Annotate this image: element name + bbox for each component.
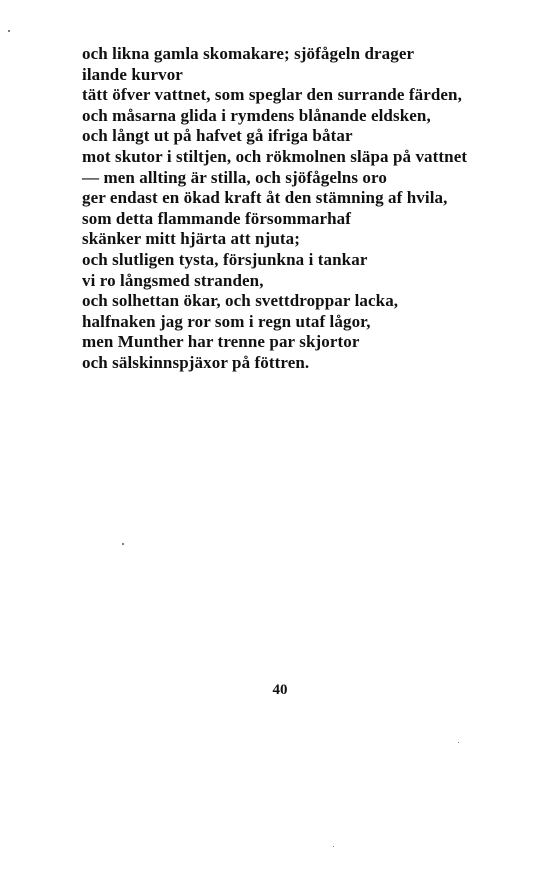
poem-line: mot skutor i stiltjen, och rökmolnen släpa på vattnet xyxy=(82,146,468,166)
poem-line: och slutligen tysta, försjunkna i tankar xyxy=(82,249,368,269)
poem-line: halfnaken jag ror som i regn utaf lågor, xyxy=(82,311,371,331)
poem-line: och likna gamla skomakare; sjöfågeln drager xyxy=(82,44,415,63)
scan-speck xyxy=(8,30,10,32)
poem-text xyxy=(82,44,522,374)
poem-line: och måsarna glida i rymdens blånande eldsken, xyxy=(82,105,431,125)
poem-line: tätt öfver vattnet, som speglar den surrande färden, xyxy=(82,85,462,105)
poem-line: ger endast en ökad kraft åt den stämning af hvila, xyxy=(82,188,448,208)
poem-line: och långt ut på hafvet gå ifriga båtar xyxy=(82,126,353,146)
page-number: 40 xyxy=(272,682,288,698)
scan-speck xyxy=(333,846,334,847)
poem-line: men Munther har trenne par skjortor xyxy=(82,332,360,352)
poem-line: som detta flammande försommarhaf xyxy=(82,208,352,228)
poem-line: och solhettan ökar, och svettdroppar lacka, xyxy=(82,291,399,311)
scan-speck xyxy=(122,543,124,545)
poem-line: vi ro långsmed stranden, xyxy=(82,270,264,290)
poem-line: och sälskinnspjäxor på föttren. xyxy=(82,352,310,372)
poem-line: ilande kurvor xyxy=(82,64,183,84)
poem-line: — men allting är stilla, och sjöfågelns oro xyxy=(82,167,387,187)
poem-line: skänker mitt hjärta att njuta; xyxy=(82,229,301,249)
scan-speck xyxy=(458,742,459,743)
